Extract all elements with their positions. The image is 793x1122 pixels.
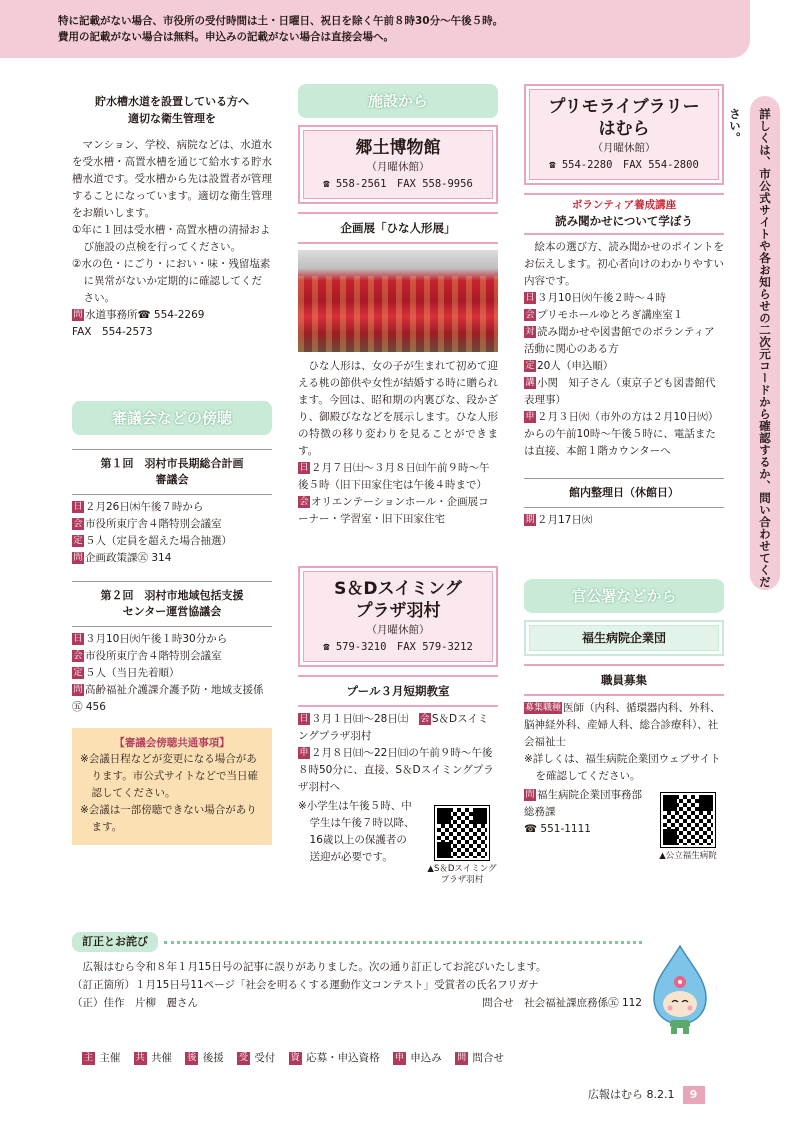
correction-title: 訂正とお詫び bbox=[72, 932, 158, 952]
meeting-1-venue: 会 市役所東庁舎４階特別会議室 bbox=[73, 518, 222, 530]
correction-contact: 問合せ 社会福祉課庶務係㊄ 112 bbox=[482, 997, 642, 1009]
correction-fix-row bbox=[72, 994, 642, 1012]
course-lecturer: 講 小関 知子さん（東京子ども図書館代表理事） bbox=[524, 377, 716, 406]
mascot-character-icon bbox=[648, 944, 712, 1036]
pool-class-date: 日 ３月１日㈰～28日㈯ 会 S＆Dスイミングプラザ羽村 bbox=[298, 713, 489, 742]
council-notes-box bbox=[72, 728, 272, 845]
page-footer bbox=[588, 1086, 705, 1104]
exhibit-venue: 会 オリエンテーションホール・企画展コーナー・学習室・旧下田家住宅 bbox=[298, 496, 489, 525]
page-number: 9 bbox=[683, 1086, 705, 1104]
museum-name: 郷土博物館 bbox=[355, 138, 441, 158]
course-label: ボランティア養成講座 bbox=[571, 199, 677, 211]
water-body: マンション、学校、病院などは、水道水を受水槽・高置水槽を通じて給水する貯水槽水道です。受水槽から先は設置者が管理することになっています。適切な衛生管理をお願いします。 bbox=[72, 139, 272, 219]
meeting-1-inquiry: 問 企画政策課㊄ 314 bbox=[73, 552, 172, 564]
banner-line-2: 費用の記載がない場合は無料。申込みの記載がない場合は直接会場へ。 bbox=[58, 31, 394, 43]
water-notice-title: 貯水槽水道を設置している方へ 適切な衛生管理を bbox=[95, 95, 249, 125]
course-capacity: 定 20人（申込順） bbox=[525, 360, 614, 372]
course-venue: 会 プリモホールゆとろぎ講座室１ bbox=[525, 309, 684, 321]
hospital-org-box bbox=[524, 620, 724, 656]
info-banner bbox=[0, 0, 750, 58]
library-box bbox=[524, 84, 724, 185]
closing-day-title: 館内整理日（休館日） bbox=[524, 478, 724, 508]
water-fax: FAX 554-2573 bbox=[72, 326, 153, 338]
facilities-section-header: 施設から bbox=[298, 84, 498, 118]
correction-body: 広報はむら令和８年１月15日号の記事に誤りがありました。次の通り訂正してお詫びいたします。 bbox=[82, 961, 547, 973]
hospital-qr-code[interactable] bbox=[661, 793, 715, 847]
library-name: プリモライブラリー はむら bbox=[548, 97, 700, 139]
banner-line-1: 特に記載がない場合、市役所の受付時間は土・日曜日、祝日を除く午前８時30分～午後５時。 bbox=[58, 15, 504, 27]
library-course-header bbox=[524, 193, 724, 235]
closing-day-date: 期 ２月17日㈫ bbox=[525, 514, 593, 526]
correction-fix: （正）佳作 片柳 麗さん bbox=[72, 997, 198, 1009]
council-note-2: ※会議は一部傍聴できない場合があります。 bbox=[80, 804, 257, 833]
meeting-1-title: 第１回 羽村市長期総合計画 審議会 bbox=[72, 449, 272, 495]
water-item-2: ②水の色・にごり・におい・味・残留塩素に異常がないか定期的に確認してください。 bbox=[72, 258, 271, 304]
course-apply: 申 ２月３日㈫（市外の方は２月10日㈫）からの午前10時～午後５時に、電話または直接、本館１階カウンターへ bbox=[524, 411, 719, 457]
agencies-section-header: 官公署などから bbox=[524, 579, 724, 613]
council-note-1: ※会議日程などが変更になる場合があります。市公式サイトなどで当日確認してください。 bbox=[80, 753, 258, 799]
side-info-tab: 詳しくは、市公式サイトや各お知らせの二次元コードから確認するか、問い合わせてください。 bbox=[750, 96, 780, 590]
council-notes-title: 【審議会傍聴共通事項】 bbox=[114, 737, 230, 749]
council-section-header: 審議会などの傍聴 bbox=[72, 401, 272, 435]
pool-qr-code[interactable] bbox=[435, 806, 489, 860]
pool-tel: ☎ 579-3210 FAX 579-3212 bbox=[323, 641, 473, 653]
pool-class-apply: 申 ２月８日㈰～22日㈰の午前９時～午後８時50分に、直接、S＆Dスイミングプラザ羽村へ bbox=[298, 747, 494, 793]
meeting-2-capacity: 定 ５人（当日先着順） bbox=[73, 667, 180, 679]
water-item-1: ①年に１回は受水槽・高置水槽の清掃および施設の点検を行ってください。 bbox=[72, 224, 271, 253]
correction-place: （訂正箇所）１月15日号11ページ「社会を明るくする運動作文コンテスト」受賞者の氏名フリガナ bbox=[72, 979, 539, 991]
job-title: 職員募集 bbox=[524, 664, 724, 696]
library-closed: （月曜休館） bbox=[592, 142, 656, 154]
meeting-2-venue: 会 市役所東庁舎４階特別会議室 bbox=[73, 650, 222, 662]
meeting-2-date: 日 ３月10日㈫午後１時30分から bbox=[73, 633, 228, 645]
hospital-qr-caption: ▲公立福生病院 bbox=[659, 851, 717, 861]
column-middle bbox=[298, 84, 498, 886]
exhibit-body: ひな人形は、女の子が生まれて初めて迎える桃の節供や女性が結婚する時に贈られます。今回は、昭和期の内裏びな、段かざり、御殿びななどを展示します。ひな人形の特徴の移り変わりを見ることができます。 bbox=[298, 360, 498, 457]
exhibit-title: 企画展「ひな人形展」 bbox=[298, 212, 498, 244]
water-contact: 問 水道事務所☎ 554-2269 bbox=[73, 309, 205, 321]
course-body: 絵本の選び方、読み聞かせのポイントをお伝えします。初心者向けのわかりやすい内容です。 bbox=[524, 241, 724, 287]
course-target: 対 読み聞かせや図書館でのボランティア活動に関心のある方 bbox=[524, 326, 715, 355]
exhibit-date: 日 ２月７日㈯～３月８日㈰午前９時～午後５時（旧下田家住宅は午後４時まで） bbox=[298, 462, 490, 491]
correction-notice bbox=[72, 932, 642, 1012]
pool-closed: （月曜休館） bbox=[366, 624, 430, 636]
hospital-contact: 問 福生病院企業団事務部総務課 bbox=[524, 789, 642, 818]
pool-box bbox=[298, 566, 498, 667]
pool-qr-caption: ▲S＆Dスイミングプラザ羽村 bbox=[427, 864, 497, 885]
course-date: 日 ３月10日㈫午後２時～４時 bbox=[525, 292, 666, 304]
meeting-1-capacity: 定 ５人（定員を超えた場合抽選） bbox=[73, 535, 232, 547]
hina-dolls-photo bbox=[298, 250, 498, 352]
correction-dotted-rule bbox=[164, 941, 642, 944]
museum-closed: （月曜休館） bbox=[366, 161, 430, 173]
meeting-1-date: 日 ２月26日㈭午後７時から bbox=[73, 501, 204, 513]
meeting-2-inquiry: 問 高齢福祉介護課介護予防・地域支援係㊄ 456 bbox=[72, 684, 264, 713]
hospital-org-name: 福生病院企業団 bbox=[529, 625, 719, 651]
pool-class-title: プール３月短期教室 bbox=[298, 675, 498, 707]
job-body: 募集職種 医師（内科、循環器内科、外科、脳神経外科、産婦人科、総合診療科）、社会福祉士 bbox=[524, 702, 721, 748]
pool-class-note: ※小学生は午後５時、中学生は午後７時以降、16歳以上の保護者の送迎が必要です。 bbox=[298, 800, 415, 863]
column-right bbox=[524, 84, 724, 862]
job-note: ※詳しくは、福生病院企業団ウェブサイトを確認してください。 bbox=[524, 753, 721, 782]
tag-legend: 主 主催 共 共催 後 後援 受 受付 資 応募・申込資格 申 申込み 問 問合せ bbox=[83, 1052, 504, 1064]
museum-box bbox=[298, 125, 498, 204]
column-left bbox=[72, 93, 272, 845]
museum-tel: ☎ 558-2561 FAX 558-9956 bbox=[323, 178, 473, 190]
course-title: 読み聞かせについて学ぼう bbox=[555, 214, 693, 228]
hospital-tel: ☎ 551-1111 bbox=[524, 823, 591, 835]
pool-name: S＆Dスイミング プラザ羽村 bbox=[334, 579, 462, 621]
issue-label: 広報はむら 8.2.1 bbox=[588, 1088, 675, 1101]
meeting-2-title: 第２回 羽村市地域包括支援 センター運営協議会 bbox=[72, 581, 272, 627]
library-tel: ☎ 554-2280 FAX 554-2800 bbox=[549, 159, 699, 171]
